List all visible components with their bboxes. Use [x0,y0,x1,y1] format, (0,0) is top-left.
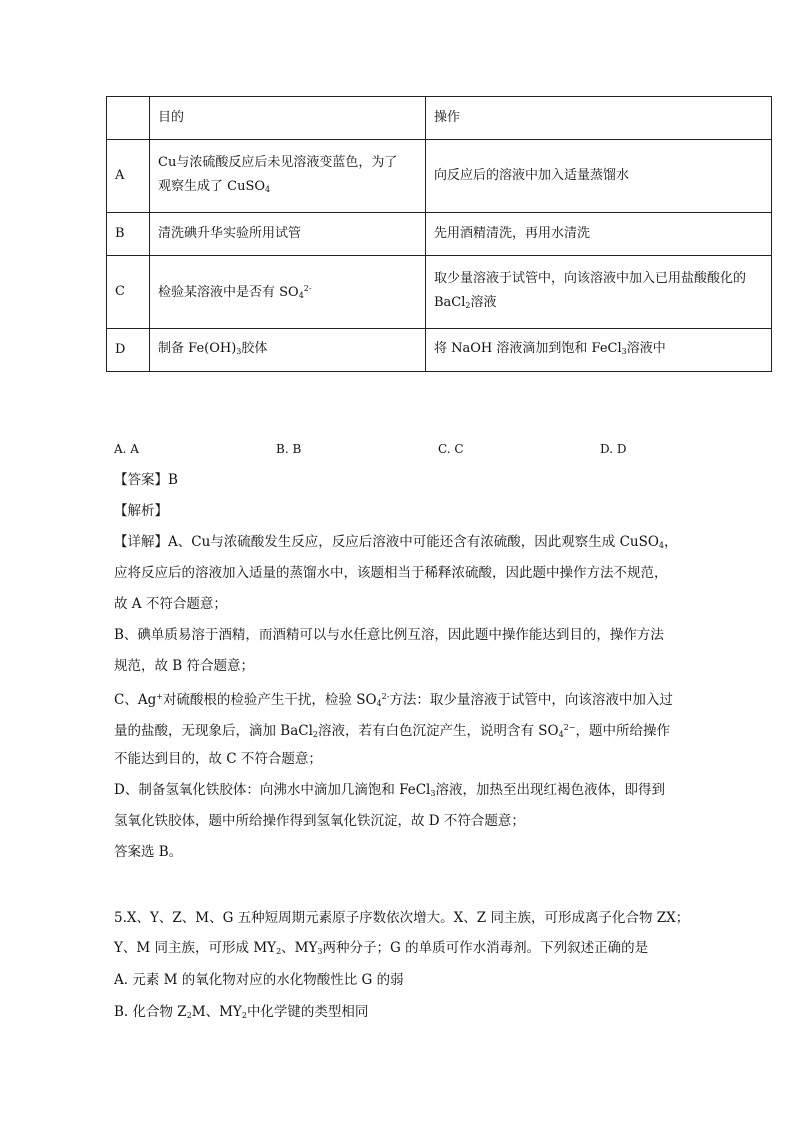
row-label: D [107,329,150,372]
question-stem: 5.X、Y、Z、M、G 五种短周期元素原子序数依次增大。X、Z 同主族，可形成离子化合物 ZX； [114,910,690,926]
option-b: B. 化合物 $Z_2M$、$MY_2$中化学键的类型相同 [114,1004,369,1020]
table-row [107,140,772,213]
header-purpose: 目的 [150,97,426,140]
detail-line: 应将反应后的溶液加入适量的蒸馏水中，该题相当于稀释浓硫酸，因此题中操作方法不规范， [114,565,668,581]
answer-choices [114,442,674,460]
choice-c: C. C [438,442,464,456]
choice-a: A. A [114,442,139,456]
header-blank [107,97,150,140]
question-stem: Y、M 同主族，可形成 $MY_2$、$MY_3$两种分子；G 的单质可作水消毒剂。下列叙述正确的是 [114,940,649,956]
table-header-row [107,97,772,140]
table-row [107,213,772,256]
detail-line: 故 A 不符合题意； [114,596,227,612]
row-operation: 向反应后的溶液中加入适量蒸馏水 [426,140,772,213]
detail-line: 规范，故 B 符合题意； [114,658,255,674]
row-purpose: 制备 $Fe(OH)_3$胶体 [150,329,426,372]
table-row [107,256,772,329]
detail-line: 量的盐酸，无现象后，滴加 BaCl$_2$溶液，若有白色沉淀产生，说明含有 $SO_4^{2-}$，题中所给操作 [114,723,671,739]
row-purpose: 清洗碘升华实验所用试管 [150,213,426,256]
table-row [107,329,772,372]
detail-line: C、Ag+对硫酸根的检验产生干扰，检验 $SO_4^{2-}$方法：取少量溶液于试管中，向该溶液中加入过 [114,692,673,708]
detail-line: 不能达到目的，故 C 不符合题意； [114,751,322,767]
detail-line: 答案选 B。 [114,844,183,860]
choice-b: B. B [276,442,302,456]
detail-line: D、制备氢氧化铁胶体：向沸水中滴加几滴饱和 FeCl$_3$溶液，加热至出现红褐色液体，即得到 [114,782,665,798]
row-operation: 先用酒精清洗，再用水清洗 [426,213,772,256]
choice-d: D. D [600,442,627,456]
detail-line: 【详解】A、Cu与浓硫酸发生反应，反应后溶液中可能还含有浓硫酸，因此观察生成 CuSO$_4$， [114,534,678,550]
header-operation: 操作 [426,97,772,140]
experiment-table [106,96,772,372]
detail-line: B、碘单质易溶于酒精，而酒精可以与水任意比例互溶，因此题中操作能达到目的，操作方法 [114,627,664,643]
detail-line: 氢氧化铁胶体，题中所给操作得到氢氧化铁沉淀，故 D 不符合题意； [114,813,525,829]
row-label: A [107,140,150,213]
answer-line: 【答案】B [114,472,178,488]
row-purpose: Cu与浓硫酸反应后未见溶液变蓝色，为了 观察生成了 CuSO$_4$ [150,140,426,213]
row-operation: 将 NaOH 溶液滴加到饱和 FeCl$_3$溶液中 [426,329,772,372]
row-label: C [107,256,150,329]
row-operation: 取少量溶液于试管中，向该溶液中加入已用盐酸酸化的 BaCl$_2$溶液 [426,256,772,329]
row-label: B [107,213,150,256]
option-a: A. 元素 M 的氧化物对应的水化物酸性比 G 的弱 [114,972,404,988]
analysis-title: 【解析】 [114,503,168,519]
row-purpose: 检验某溶液中是否有 $SO_4^{2-}$ [150,256,426,329]
